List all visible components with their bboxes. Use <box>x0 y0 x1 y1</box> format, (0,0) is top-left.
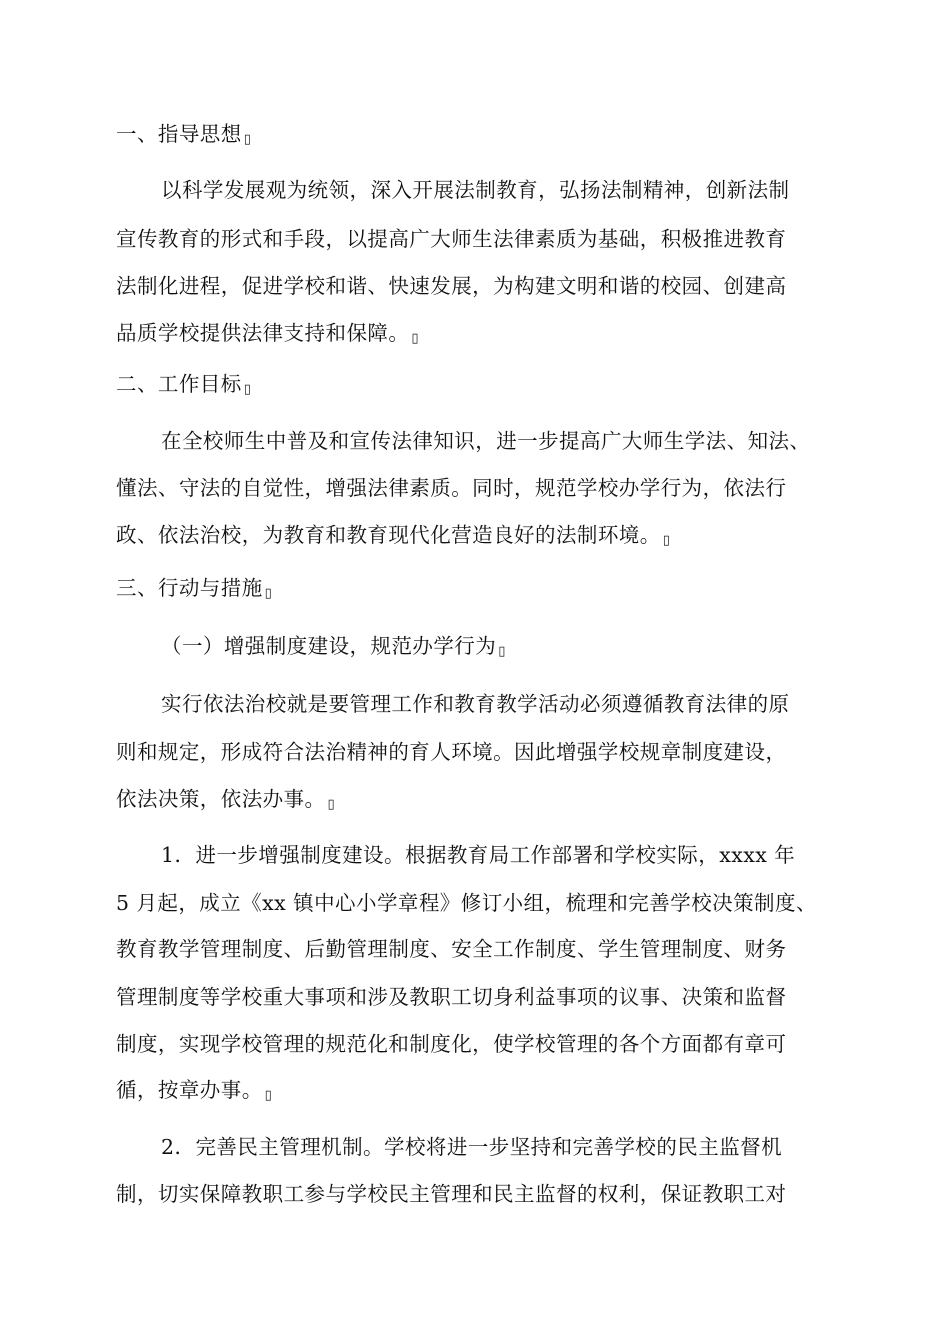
paragraph-mark-icon: ▯ <box>498 644 506 659</box>
paragraph-mark-icon: ▯ <box>264 586 273 601</box>
paragraph-line: 实行依法治校就是要管理工作和教育教学活动必须遵循教育法律的原 <box>161 692 790 716</box>
paragraph-mark-icon: ▯ <box>243 132 252 147</box>
paragraph-mark-icon: ▯ <box>411 331 419 346</box>
paragraph-mark-icon: ▯ <box>264 1088 273 1103</box>
paragraph-line: 管理制度等学校重大事项和涉及教职工切身利益事项的议事、决策和监督 <box>116 985 787 1009</box>
paragraph-mark-icon: ▯ <box>243 382 252 397</box>
paragraph-line: 制度，实现学校管理的规范化和制度化，使学校管理的各个方面都有章可 <box>116 1032 787 1056</box>
paragraph-line: 品质学校提供法律支持和保障。 ▯ <box>116 321 419 346</box>
heading-work-goals: 二、工作目标 ▯ <box>116 372 252 397</box>
paragraph-line: 5 月起，成立《xx 镇中心小学章程》修订小组，梳理和完善学校决策制度、 <box>116 891 817 915</box>
subheading-system-building: （一）增强制度建设，规范办学行为 ▯ <box>161 634 506 659</box>
paragraph-line: 懂法、守法的自觉性，增强法律素质。同时，规范学校办学行为，依法行 <box>116 476 787 500</box>
paragraph-line: 宣传教育的形式和手段，以提高广大师生法律素质为基础，积极推进教育 <box>116 227 787 251</box>
paragraph-line: 以科学发展观为统领，深入开展法制教育，弘扬法制精神，创新法制 <box>161 178 790 202</box>
paragraph-line: 政、依法治校，为教育和教育现代化营造良好的法制环境。 ▯ <box>116 523 671 548</box>
paragraph-mark-icon: ▯ <box>662 533 671 548</box>
heading-guiding-ideology: 一、指导思想 ▯ <box>116 122 252 147</box>
paragraph-line: 法制化进程，促进学校和谐、快速发展，为构建文明和谐的校园、创建高 <box>116 274 787 298</box>
paragraph-line: 制，切实保障教职工参与学校民主管理和民主监督的权利，保证教职工对 <box>116 1182 787 1206</box>
paragraph-line: 2．完善民主管理机制。学校将进一步坚持和完善学校的民主监督机 <box>161 1135 783 1159</box>
paragraph-line: 循，按章办事。 ▯ <box>116 1078 273 1103</box>
paragraph-line: 1．进一步增强制度建设。根据教育局工作部署和学校实际，xxxx 年 <box>161 843 796 867</box>
paragraph-mark-icon: ▯ <box>327 797 336 812</box>
heading-actions-measures: 三、行动与措施 ▯ <box>116 576 273 601</box>
paragraph-line: 在全校师生中普及和宣传法律知识，进一步提高广大师生学法、知法、 <box>161 429 811 453</box>
paragraph-line: 依法决策，依法办事。 ▯ <box>116 787 336 812</box>
paragraph-line: 则和规定，形成符合法治精神的育人环境。因此增强学校规章制度建设， <box>116 740 787 764</box>
paragraph-line: 教育教学管理制度、后勤管理制度、安全工作制度、学生管理制度、财务 <box>116 937 787 961</box>
